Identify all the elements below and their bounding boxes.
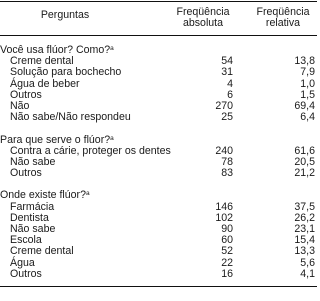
header-rel-line2: relativa: [265, 17, 301, 29]
label-text: Água de beber: [10, 77, 80, 90]
absolute-frequency-cell: 25: [221, 111, 233, 124]
relative-frequency-cell: 61,6: [294, 144, 315, 157]
table-row: [0, 246, 317, 257]
table-row: [0, 79, 317, 90]
footnote-mark: a: [110, 45, 114, 52]
answer-label: [10, 112, 131, 123]
label-text: Não sabe: [10, 223, 56, 235]
label-text: Para que serve o flúor?: [0, 133, 111, 146]
label-text: Dentista: [10, 211, 49, 224]
label-text: Outros: [10, 88, 42, 101]
header-abs-line2: absoluta: [182, 17, 224, 29]
relative-frequency-cell: 15,4: [294, 234, 315, 247]
table-row: [0, 258, 317, 269]
table-row: [0, 90, 317, 101]
table-row: [0, 224, 317, 235]
absolute-frequency-cell: 6: [227, 88, 233, 101]
label-text: Outros: [10, 267, 42, 280]
table-row: [0, 157, 317, 168]
relative-frequency-cell: 5,6: [300, 256, 315, 269]
absolute-frequency-cell: 240: [215, 144, 233, 157]
absolute-frequency-cell: 16: [221, 267, 233, 280]
label-text: Água: [10, 256, 35, 269]
relative-frequency-cell: 26,2: [294, 211, 315, 224]
absolute-frequency-cell: 60: [221, 234, 233, 247]
relative-frequency-cell: 6,4: [300, 111, 315, 124]
header-abs-line1: Freqüência: [176, 6, 230, 18]
relative-frequency-cell: 13,3: [294, 245, 315, 258]
top-rule: [0, 1, 317, 2]
label-text: Farmácia: [10, 200, 55, 213]
label-text: Creme dental: [10, 245, 74, 258]
absolute-frequency-cell: 31: [221, 66, 233, 79]
label-text: Onde existe flúor?: [0, 189, 86, 202]
label-text: Contra a cárie, proteger os dentes: [10, 144, 171, 157]
absolute-frequency-cell: 90: [221, 223, 233, 235]
table-row: [0, 269, 317, 280]
relative-frequency-cell: 7,9: [300, 66, 315, 79]
label-text: Não: [10, 99, 30, 112]
label-text: Não sabe: [10, 155, 56, 168]
absolute-frequency-cell: 4: [227, 77, 233, 90]
absolute-frequency-cell: 78: [221, 155, 233, 168]
absolute-frequency-cell: 54: [221, 55, 233, 68]
answer-label: [10, 168, 42, 179]
absolute-frequency-cell: 270: [215, 99, 233, 112]
relative-frequency-cell: 1,5: [300, 88, 315, 101]
relative-frequency-cell: 1,0: [300, 77, 315, 90]
label-text: Solução para bochecho: [10, 66, 122, 79]
label-text: Não sabe/Não respondeu: [10, 111, 131, 124]
table-row: [0, 112, 317, 123]
table-body: [0, 45, 317, 280]
header-rule: [0, 35, 317, 36]
label-text: Você usa flúor? Como?: [0, 44, 111, 56]
relative-frequency-cell: 23,1: [294, 223, 315, 235]
relative-frequency-cell: 37,5: [294, 200, 315, 213]
absolute-frequency-cell: 22: [221, 256, 233, 269]
answer-label: [10, 269, 42, 280]
header-perguntas: Perguntas: [40, 9, 90, 21]
footnote-mark: a: [110, 134, 114, 142]
header-rel-line1: Freqüência: [256, 6, 310, 18]
relative-frequency-cell: 4,1: [300, 267, 315, 280]
label-text: Outros: [10, 167, 42, 180]
label-text: Escola: [10, 234, 42, 247]
absolute-frequency-cell: 146: [215, 200, 233, 213]
relative-frequency-cell: 69,4: [294, 99, 315, 112]
absolute-frequency-cell: 83: [221, 167, 233, 180]
table-row: [0, 168, 317, 179]
absolute-frequency-cell: 52: [221, 245, 233, 258]
relative-frequency-cell: 20,5: [294, 155, 315, 168]
relative-frequency-cell: 21,2: [294, 167, 315, 180]
footnote-mark: a: [85, 190, 90, 198]
absolute-frequency-cell: 102: [215, 211, 233, 224]
bottom-rule: [0, 286, 317, 287]
relative-frequency-cell: 13,8: [294, 55, 315, 68]
label-text: Creme dental: [10, 55, 74, 68]
